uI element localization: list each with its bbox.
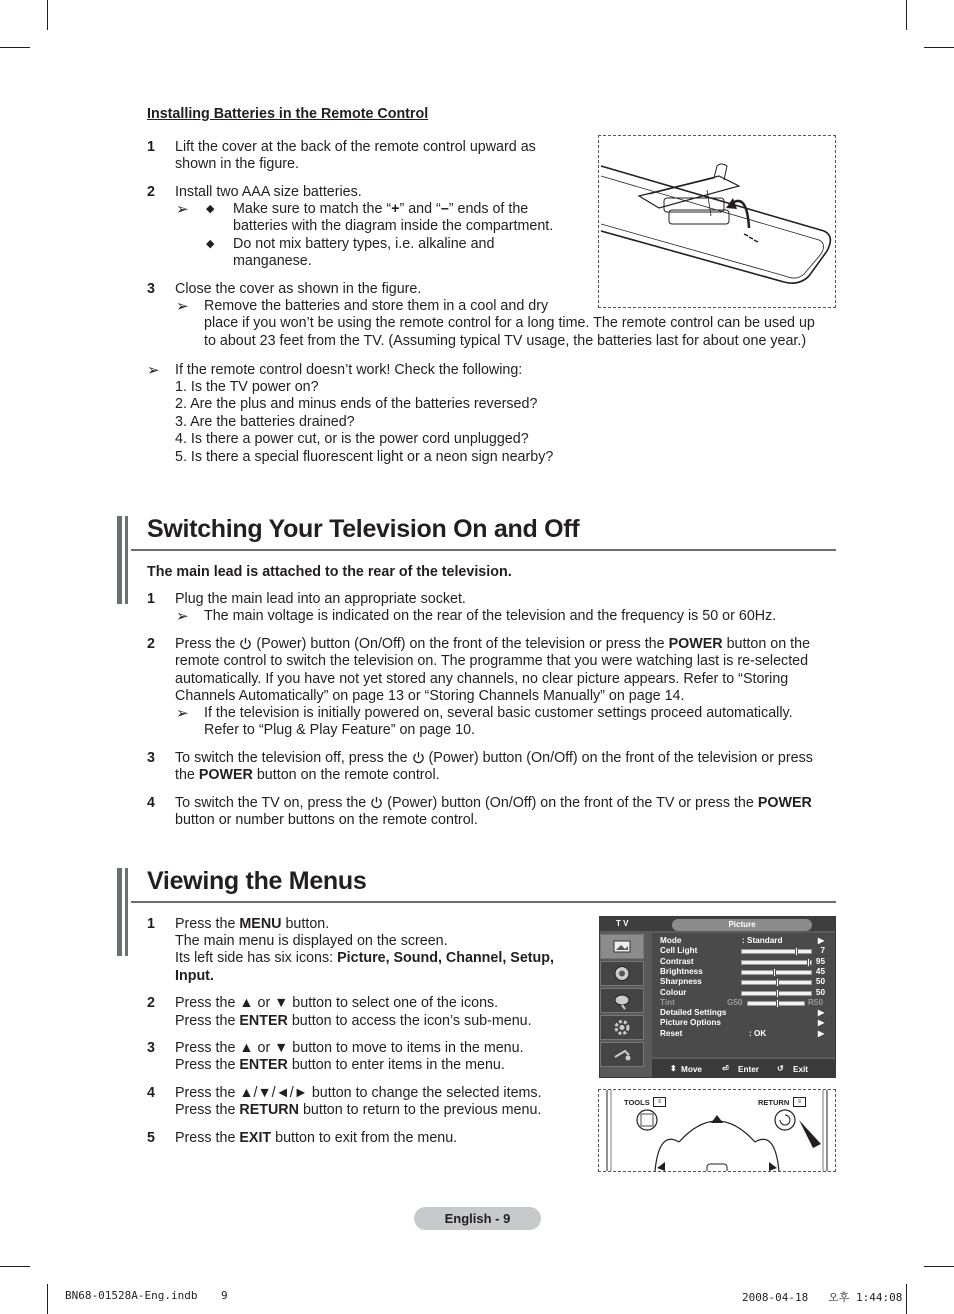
step-number: 1 — [147, 916, 155, 932]
tv-menu-item-label: Brightness — [660, 966, 703, 976]
exit-icon: ↺ — [777, 1064, 784, 1073]
step-text: Press the EXIT button to exit from the menu. — [175, 1130, 458, 1146]
check-text: 2. Are the plus and minus ends of the batteries reversed? — [175, 396, 538, 412]
step-text: remote control to switch the television on. The programme that you were watching last is re-selected — [175, 653, 809, 669]
tv-menu-item-value: : OK — [749, 1028, 767, 1038]
crop-mark — [47, 1284, 48, 1314]
tv-menu-slider — [741, 960, 812, 965]
submenu-arrow-icon: ▶ — [818, 1018, 825, 1028]
step-text: Refer to “Plug & Play Feature” on page 10. — [204, 722, 475, 738]
step-text: Make sure to match the “+” and “–” ends of the — [233, 201, 529, 217]
step-text: automatically. If you have not yet stored any channels, no clear picture appears. Refer to “Storing — [175, 671, 789, 687]
tv-menu-slider — [741, 970, 812, 975]
tv-menu-slider-knob — [776, 999, 779, 1008]
section-title: Switching Your Television On and Off — [147, 515, 580, 543]
tools-label: TOOLS — [624, 1098, 650, 1107]
bullet-diamond-icon: ◆ — [206, 203, 215, 215]
page-number-label: English - 9 — [444, 1211, 511, 1226]
note-arrow-icon: ➢ — [147, 362, 160, 379]
picture-icon — [600, 934, 644, 959]
tv-menu-slider — [741, 991, 812, 996]
step-text: Press the ENTER button to enter items in the menu. — [175, 1057, 505, 1073]
step-number: 1 — [147, 591, 155, 607]
note-arrow-icon: ➢ — [176, 201, 189, 218]
step-number: 2 — [147, 636, 155, 652]
sound-icon — [600, 961, 644, 986]
tv-menu-item-label: Contrast — [660, 956, 694, 966]
submenu-arrow-icon: ▶ — [818, 1028, 825, 1038]
crop-mark — [924, 1266, 954, 1267]
tv-menu-item-value: R50 — [808, 997, 824, 1007]
input-icon — [600, 1042, 644, 1067]
step-text: Channels Automatically” on page 13 or “Storing Channels Manually” on page 14. — [175, 688, 685, 704]
crop-mark — [47, 0, 48, 30]
step-number: 3 — [147, 1040, 155, 1056]
power-icon — [370, 796, 383, 809]
tv-menu-slider — [741, 980, 812, 985]
step-number: 1 — [147, 139, 155, 155]
return-icon: ≡ — [793, 1097, 806, 1107]
tools-icon: ≡ — [653, 1097, 666, 1107]
check-text: 3. Are the batteries drained? — [175, 414, 355, 430]
enter-icon: ⏎ — [722, 1064, 729, 1073]
tv-menu-item-label: Tint — [660, 997, 675, 1007]
move-icon: ⬍ — [670, 1064, 677, 1073]
remote-battery-illustration — [598, 135, 836, 308]
step-text: Install two AAA size batteries. — [175, 184, 362, 200]
step-number: 2 — [147, 184, 155, 200]
step-text: The main voltage is indicated on the rear of the television and the frequency is 50 or 60Hz. — [204, 608, 777, 624]
step-text: Input. — [175, 968, 214, 984]
step-text: Press the RETURN button to return to the previous menu. — [175, 1102, 542, 1118]
file-timestamp: 2008-04-18 오후 1:44:08 — [742, 1291, 903, 1304]
step-text: Press the ENTER button to access the icon’s sub-menu. — [175, 1013, 532, 1029]
tv-menu-slider-knob — [776, 978, 779, 987]
step-text: To switch the TV on, press the (Power) button (On/Off) on the front of the TV or press the POWER — [175, 795, 812, 811]
tv-menu-item-label: Colour — [660, 987, 687, 997]
step-text: Remove the batteries and store them in a cool and dry — [204, 298, 549, 314]
footer-enter-label: Enter — [738, 1065, 759, 1074]
footer-move-label: Move — [681, 1065, 702, 1074]
tv-menu-item-label: Detailed Settings — [660, 1008, 727, 1018]
tv-menu-slider-knob — [773, 968, 776, 977]
crop-mark — [906, 0, 907, 30]
submenu-arrow-icon: ▶ — [818, 1008, 825, 1018]
step-text: the POWER button on the remote control. — [175, 767, 440, 783]
step-number: 3 — [147, 281, 155, 297]
tv-menu-header-label: Picture — [728, 920, 756, 929]
step-text: To switch the television off, press the (Power) button (On/Off) on the front of the television or press — [175, 750, 813, 766]
step-text: Its left side has six icons: Picture, Sound, Channel, Setup, — [175, 950, 554, 966]
footer-exit-label: Exit — [793, 1065, 809, 1074]
section-rule — [131, 901, 836, 903]
channel-icon — [600, 988, 644, 1013]
tv-menu-item-value: 50 — [815, 987, 825, 997]
tv-label: T V — [616, 919, 629, 928]
step-text: Press the (Power) button (On/Off) on the front of the television or press the POWER button on the — [175, 636, 811, 652]
step-text: Press the ▲ or ▼ button to select one of the icons. — [175, 995, 499, 1011]
step-number: 4 — [147, 1085, 155, 1101]
step-text: shown in the figure. — [175, 156, 299, 172]
tv-menu-item-label: Picture Options — [660, 1018, 721, 1028]
tv-menu-item-value: 45 — [815, 966, 825, 976]
return-label: RETURN — [758, 1098, 790, 1107]
lead-text: The main lead is attached to the rear of the television. — [147, 564, 512, 580]
step-text: Lift the cover at the back of the remote control upward as — [175, 139, 536, 155]
check-text: 5. Is there a special fluorescent light or a neon sign nearby? — [175, 449, 554, 465]
step-number: 5 — [147, 1130, 155, 1146]
check-text: 1. Is the TV power on? — [175, 379, 319, 395]
check-text: 4. Is there a power cut, or is the power cord unplugged? — [175, 431, 529, 447]
crop-mark — [0, 47, 30, 48]
step-text: batteries with the diagram inside the compartment. — [233, 218, 554, 234]
tv-menu-slider-knob — [807, 958, 810, 967]
tv-menu-item-value: : Standard — [742, 936, 783, 945]
section-title: Viewing the Menus — [147, 867, 367, 895]
check-text: If the remote control doesn’t work! Check the following: — [175, 362, 523, 378]
step-text: to about 23 feet from the TV. (Assuming typical TV usage, the batteries last for about one year.) — [204, 333, 807, 349]
section-marker — [125, 868, 128, 956]
tv-menu-slider-knob — [795, 947, 798, 956]
tv-menu-item-label: Sharpness — [660, 977, 702, 987]
step-number: 4 — [147, 795, 155, 811]
step-text: Close the cover as shown in the figure. — [175, 281, 422, 297]
tv-menu-slider — [747, 1001, 805, 1006]
tv-menu-item-label: Mode — [660, 936, 682, 945]
step-text: button or number buttons on the remote control. — [175, 812, 478, 828]
tv-menu-item-label: Reset — [660, 1028, 683, 1038]
tv-menu-slider-knob — [776, 989, 779, 998]
tv-menu-item-value: 7 — [820, 946, 825, 956]
power-icon — [239, 637, 252, 650]
step-number: 3 — [147, 750, 155, 766]
step-text: If the television is initially powered on, several basic customer settings proceed automatically. — [204, 705, 793, 721]
tv-menu-item-label: Cell Light — [660, 946, 698, 956]
step-text: Press the ▲ or ▼ button to move to items in the menu. — [175, 1040, 524, 1056]
crop-mark — [924, 47, 954, 48]
tv-menu-item-value: G50 — [727, 997, 743, 1007]
section-marker — [117, 868, 122, 956]
setup-icon — [600, 1015, 644, 1040]
step-text: Do not mix battery types, i.e. alkaline and — [233, 236, 495, 252]
note-arrow-icon: ➢ — [176, 705, 189, 722]
batteries-heading: Installing Batteries in the Remote Control — [147, 106, 429, 122]
tv-menu-item-value: 95 — [815, 956, 825, 966]
section-marker — [117, 516, 122, 604]
note-arrow-icon: ➢ — [176, 608, 189, 625]
file-name: BN68-01528A-Eng.indb — [65, 1289, 198, 1302]
crop-mark — [0, 1266, 30, 1267]
power-icon — [412, 751, 425, 764]
submenu-arrow-icon: ▶ — [818, 936, 825, 945]
step-text: place if you won’t be using the remote control for a long time. The remote control can be used up — [204, 315, 815, 331]
step-text: The main menu is displayed on the screen. — [175, 933, 448, 949]
tv-menu-slider — [741, 949, 812, 954]
remote-back-image — [599, 136, 835, 307]
section-rule — [131, 549, 836, 551]
file-page: 9 — [221, 1289, 228, 1302]
step-text: manganese. — [233, 253, 312, 269]
note-arrow-icon: ➢ — [176, 298, 189, 315]
bullet-diamond-icon: ◆ — [206, 238, 215, 250]
step-number: 2 — [147, 995, 155, 1011]
section-marker — [125, 516, 128, 604]
step-text: Press the MENU button. — [175, 916, 330, 932]
tv-menu-item-value: 50 — [815, 977, 825, 987]
crop-mark — [906, 1284, 907, 1314]
step-text: Press the ▲/▼/◄/► button to change the selected items. — [175, 1085, 542, 1101]
step-text: Plug the main lead into an appropriate socket. — [175, 591, 466, 607]
